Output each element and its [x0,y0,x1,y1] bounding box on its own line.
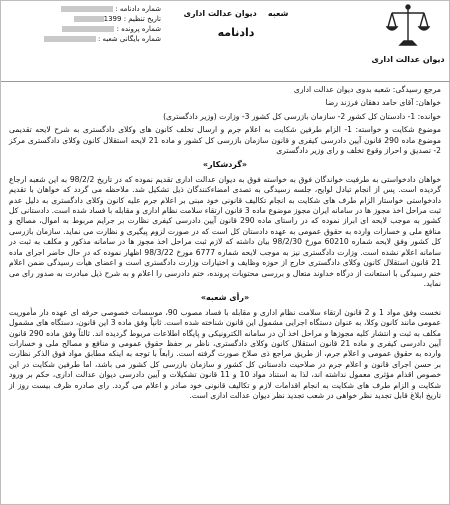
meta-row-archive-number [11,34,161,44]
meta-row-date [11,14,161,24]
branch-label: شعبه [267,9,289,18]
emblem-caption: دیوان عدالت اداری [371,55,445,64]
header-title-block [176,9,296,39]
meta-row-ruling-number [11,4,161,14]
vote-heading: «رأی شعبه» [200,293,250,303]
subject-paragraph: موضوع شکایت و خواسته: 1- الزام طرفین شکایت به اعلام جرم و ارسال تخلف کانون های وکلای دادگستری به شرح لایحه تقدیمی موضوع ماده 290 قانون آیین دادرسی کیفری و قانون سازمان بازرسی کل کشور و ماده 21 لایحه استقلال کانون وکلای دادگستری مرکز 2- تصدیق و احراز وقوع تخلف و رای وزیر دادگستری [9,125,441,156]
report-heading: «گردشکار» [202,160,248,170]
court-name: دیوان عدالت اداری [183,9,257,18]
redacted-value [74,16,104,22]
court-emblem [371,3,445,64]
meta-label: شماره دادنامه : [115,5,161,13]
meta-label: شماره پرونده : [116,25,161,33]
vote-paragraph: نخست وفق مواد 1 و 2 قانون ارتقاء سلامت نظام اداری و مقابله با فساد مصوب 90، موسسات خصوصی حرفه ای عهده دار مأموریت عمومی مانند کانون وکلا، به عنوان دستگاه اجرایی مشمول این قانون شناخته شده است. ثانیاً وفق ماده 3 این قانون، دستگاه های مشمول مکلف به ثبت و انتشار کلیه مجوزها و مراحل اخذ آن در سامانه الکترونیکی و پایگاه اطلاعات مربوط گردیده اند. ثالثاً وفق ماده 290 قانون آیین دادرسی کیفری و ماده 21 قانون استقلال کانون وکلای دادگستری، ناظر بر حفظ حقوق عمومی و منافع و مصالح ملی و خسارات وارده به حقوق عمومی و اعلام جرم، از طریق مراجع ذی صلاح صورت گرفته است. رابعاً با توجه به اینکه مطابق مواد فوق الذکر نظارت بر حسن اجرای قانون و اعلام جرم در صلاحیت دادستانی کل کشور و سازمان بازرسی کل کشور می باشد، اما طرفین شکایت در این خصوص اقدام مؤثری معمول نداشته اند، لذا به استناد مواد 10 و 11 قانون تشکیلات و آیین دادرسی دیوان عدالت اداری، حکم بر ورود شکایت و الزام طرف های شکایت به انجام اقدامات لازم و تکالیف قانونی خود صادر و اعلام می گردد. رای صادره ظرف بیست روز از تاریخ ابلاغ قابل تجدید نظر خواهی در شعب تجدید نظر دیوان عدالت اداری است. [9,307,442,400]
plaintiff-line: خواهان: آقای حامد دهقان فرزند رضا [325,98,441,108]
reference-line: مرجع رسیدگی: شعبه بدوی دیوان عدالت اداری [293,85,441,94]
meta-value: 1399 [103,15,122,23]
redacted-value [61,6,113,12]
document-header [1,1,450,82]
defendant-line: خوانده: 1- دادستان کل کشور 2- سازمان بازرسی کل کشور 3- وزارت (وزیر دادگستری) [163,111,441,121]
report-paragraph: خواهان دادخواستی به طرفیت خواندگان فوق به خواسته فوق به دیوان عدالت اداری تقدیم نموده که در تاریخ 98/2/2 به این شعبه ارجاع گردیده است. پس از انجام تبادل لوایح، جلسه رسیدگی به تصدی امضاءکنندگان ذیل تشکیل شد. ملاحظه می گردد که خواهان با تقدیم دادخواستی خواستار الزام طرف های شکایت به انجام تکالیف قانونی خود مبنی بر اعلام جرم علیه کانون وکلای دادگستری به دلیل عدم ثبت مراحل اخذ مجوز ها در سامانه ایران مجوز موضوع ماده 3 قانون ارتقاء سلامت نظام اداری و مقابله با فساد شده است. دادستانی کل کشور به موجب لایحه ای ابراز نموده که در راستای ماده 290 قانون آیین دادرسی کیفری نظارت بر جرایم مربوط به اموال، مصالح و منافع ملی و خسارات وارده به حقوق عمومی به عهده دادستان کل است که در صورت لزوم پیگیری و نظارت می نماید. سازمان بازرسی کل کشور وفق لایحه شماره 60210 مورخ 98/2/30 بیان داشته که لازم ثبت مراحل اخذ مجوز ها در سامانه مذکور و مکلف به ثبت در سامانه اعلام نشده است. وزارت دادگستری نیز به موجب لایحه شماره 6777 مورخ 98/3/22 اظهار نموده که در حال حاضر اجرای ماده 21 قانون استقلال کانون وکلای دادگستری خارج از حوزه وظایف و اختیارات وزارت دادگستری است و اعضای هیأت رسیدگی ضمن اعلام ختم رسیدگی با استعانت از درگاه خداوند متعال و بررسی محتویات پرونده، ختم دادرسی را اعلام و به شرح ذیل مبادرت به صدور رای می نماید. [9,174,441,288]
scales-of-justice-icon [386,3,430,49]
meta-label: تاریخ تنظیم : [123,15,161,23]
document-meta [11,4,161,44]
redacted-value [44,36,96,42]
meta-label: شماره بایگانی شعبه : [97,35,161,43]
redacted-value [62,26,114,32]
document-title: دادنامه [217,26,255,39]
meta-row-case-number [11,24,161,34]
branch-court-line [176,9,296,18]
document-body [9,85,441,404]
